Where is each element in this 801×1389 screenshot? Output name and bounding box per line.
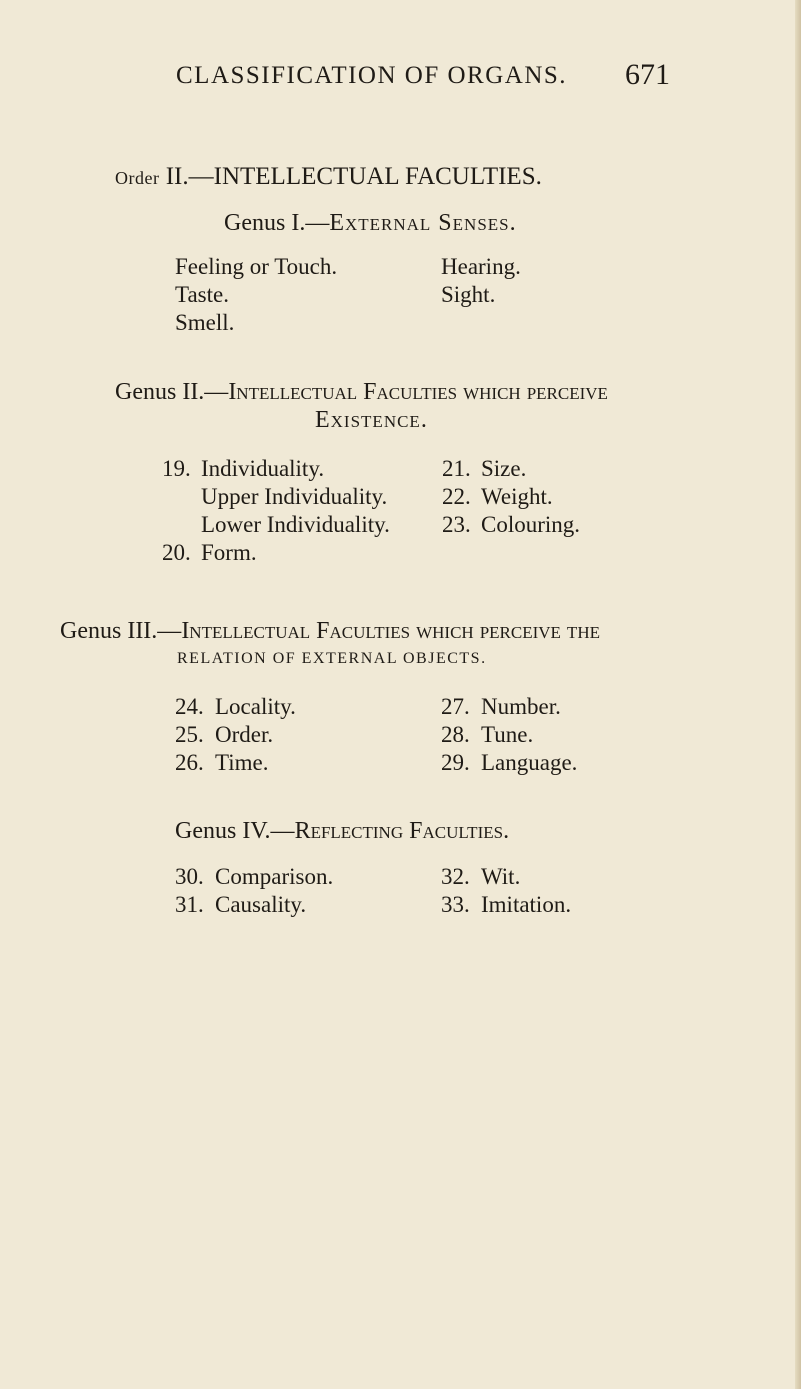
item-number: 26. xyxy=(175,750,204,775)
genus-2-label: Genus II.— xyxy=(115,379,229,405)
list-item xyxy=(442,483,580,511)
item-number: 20. xyxy=(162,540,191,565)
item-text: Comparison. xyxy=(215,864,334,889)
genus-3-title-line-2: RELATION OF EXTERNAL OBJECTS. xyxy=(177,650,487,667)
item-text: Form. xyxy=(201,540,257,565)
item-text: Locality. xyxy=(215,694,296,719)
genus-4-label: Genus IV.— xyxy=(175,818,295,844)
item-number: 30. xyxy=(175,864,204,889)
running-head: CLASSIFICATION OF ORGANS. xyxy=(176,62,568,89)
item-text: Upper Individuality. xyxy=(201,484,388,509)
genus-3-title: Intellectual Faculties which perceive the xyxy=(181,618,600,644)
item-text: Weight. xyxy=(481,484,553,509)
genus-1-title: External Senses. xyxy=(329,210,517,236)
list-item xyxy=(441,891,571,919)
list-item: Sight. xyxy=(441,282,496,307)
item-text: Number. xyxy=(481,694,561,719)
item-text: Imitation. xyxy=(481,892,572,917)
item-text: Wit. xyxy=(481,864,521,889)
item-text: Tune. xyxy=(481,722,534,747)
item-text: Order. xyxy=(215,722,274,747)
item-number: 23. xyxy=(442,512,471,537)
item-text: Individuality. xyxy=(201,456,325,481)
order-lead: Order xyxy=(115,168,160,188)
order-heading xyxy=(115,163,542,191)
item-number: 29. xyxy=(441,750,470,775)
list-item: Hearing. xyxy=(441,254,521,279)
genus-1-label: Genus I.— xyxy=(224,210,330,236)
list-item xyxy=(441,749,577,777)
item-number: 19. xyxy=(162,456,191,481)
genus-2-right-list xyxy=(442,455,580,539)
genus-2-left-list xyxy=(162,455,390,567)
item-number: 24. xyxy=(175,694,204,719)
list-item xyxy=(162,455,390,483)
genus-4-right-list xyxy=(441,863,571,919)
page-number: 671 xyxy=(625,58,670,91)
list-item xyxy=(175,693,296,721)
item-number: 25. xyxy=(175,722,204,747)
genus-3-right-list xyxy=(441,693,577,777)
genus-4-left-list xyxy=(175,863,333,919)
genus-1-left-list xyxy=(175,253,337,337)
list-item xyxy=(162,483,390,511)
item-number: 28. xyxy=(441,722,470,747)
list-item: Taste. xyxy=(175,282,229,307)
item-number: 22. xyxy=(442,484,471,509)
item-text: Size. xyxy=(481,456,527,481)
item-number: 31. xyxy=(175,892,204,917)
list-item: Smell. xyxy=(175,310,235,335)
list-item xyxy=(175,863,333,891)
item-text: Language. xyxy=(481,750,578,775)
item-text: Causality. xyxy=(215,892,307,917)
genus-2-heading xyxy=(115,379,608,406)
list-item xyxy=(442,511,580,539)
genus-3-heading xyxy=(60,618,600,645)
list-item xyxy=(441,693,577,721)
item-number: 32. xyxy=(441,864,470,889)
item-number: 27. xyxy=(441,694,470,719)
item-number: 33. xyxy=(441,892,470,917)
list-item xyxy=(441,721,577,749)
genus-4-heading xyxy=(175,818,509,845)
list-item xyxy=(162,539,390,567)
list-item xyxy=(175,749,296,777)
list-item xyxy=(175,721,296,749)
genus-3-left-list xyxy=(175,693,296,777)
list-item xyxy=(442,455,580,483)
item-text: Lower Individuality. xyxy=(201,512,390,537)
genus-2-title: Intellectual Faculties which perceive xyxy=(228,379,608,405)
list-item xyxy=(441,863,571,891)
genus-1-heading xyxy=(224,210,517,237)
page-edge xyxy=(795,0,801,1389)
item-text: Time. xyxy=(215,750,269,775)
list-item xyxy=(162,511,390,539)
order-rest: II.—INTELLECTUAL FACULTIES. xyxy=(159,163,542,190)
list-item: Feeling or Touch. xyxy=(175,254,338,279)
genus-4-title: Reflecting Faculties. xyxy=(294,818,510,844)
genus-2-title-line-2: Existence. xyxy=(315,407,428,433)
genus-1-right-list xyxy=(441,253,521,309)
item-text: Colouring. xyxy=(481,512,581,537)
list-item xyxy=(175,891,333,919)
genus-3-label: Genus III.— xyxy=(60,618,182,644)
item-number: 21. xyxy=(442,456,471,481)
